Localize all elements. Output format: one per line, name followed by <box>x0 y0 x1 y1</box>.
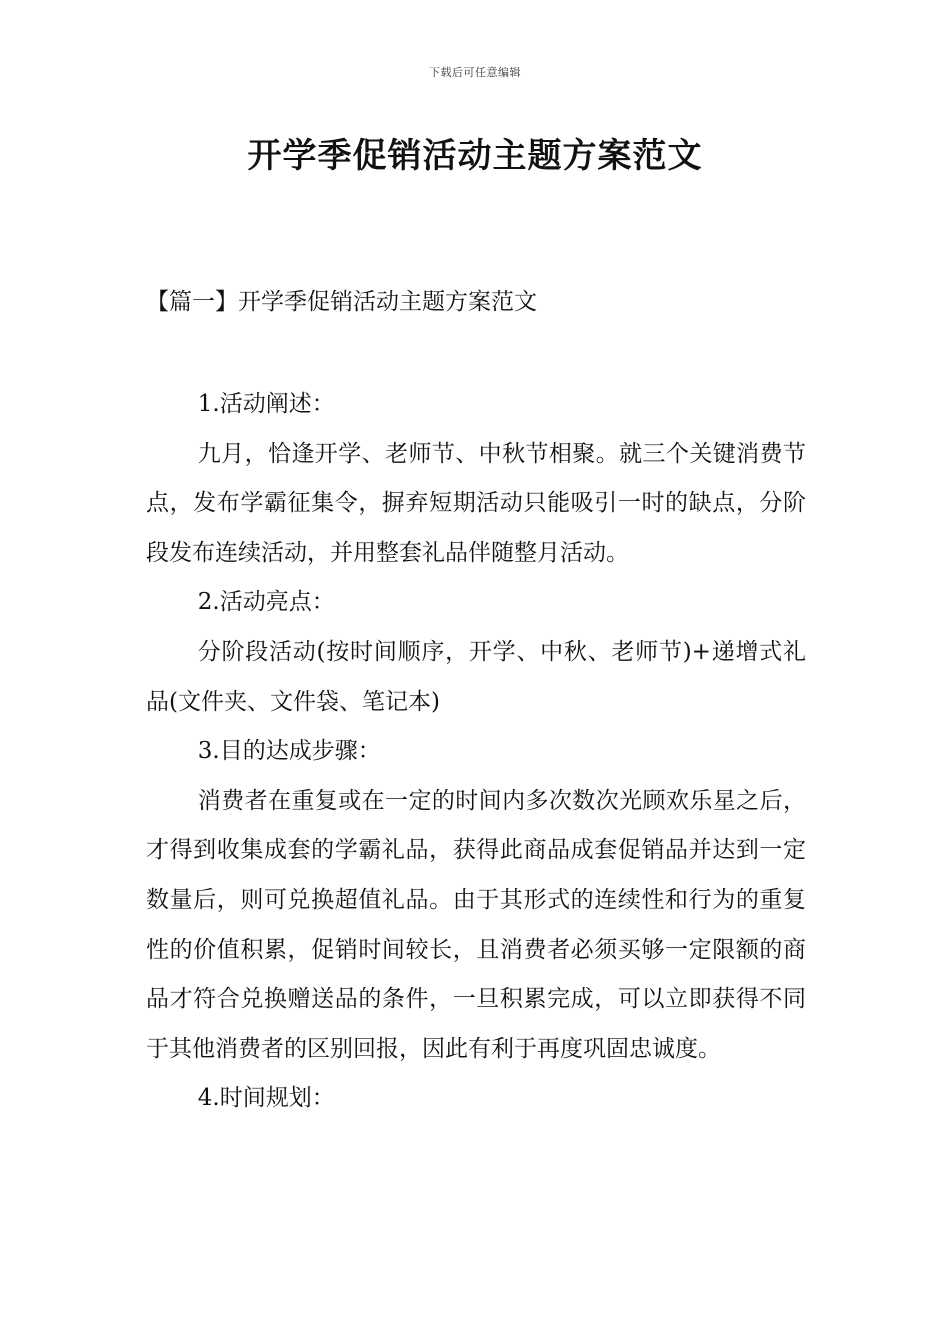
paragraph-schedule-heading: 4.时间规划： <box>197 1085 335 1112</box>
paragraph-activity-overview-heading: 1.活动阐述： <box>197 391 335 417</box>
document-body <box>146 380 806 1124</box>
section-heading: 【篇一】开学季促销活动主题方案范文 <box>146 289 537 315</box>
paragraph-steps-heading: 3.目的达成步骤： <box>197 738 381 765</box>
document-title: 开学季促销活动主题方案范文 <box>247 136 703 176</box>
paragraph-activity-overview: 九月，恰逢开学、老师节、中秋节相聚。就三个关键消费节点，发布学霸征集令，摒弃短期活动只能吸引一时的缺点，分阶段发布连续活动，并用整套礼品伴随整月活动。 <box>146 440 806 566</box>
header-note: 下载后可任意编辑 <box>429 66 521 79</box>
paragraph-steps: 消费者在重复或在一定的时间内多次数次光顾欢乐星之后，才得到收集成套的学霸礼品，获得此商品成套促销品并达到一定数量后，则可兑换超值礼品。由于其形式的连续性和行为的重复性的价值积累，促销时间较长，且消费者必须买够一定限额的商品才符合兑换赠送品的条件，一旦积累完成，可以立即获得不同于其他消费者的区别回报，因此有利于再度巩固忠诚度。 <box>146 787 806 1062</box>
paragraph-highlights-heading: 2.活动亮点： <box>197 589 335 616</box>
paragraph-highlights: 分阶段活动(按时间顺序，开学、中秋、老师节)+递增式礼品(文件夹、文件袋、笔记本) <box>146 638 806 715</box>
